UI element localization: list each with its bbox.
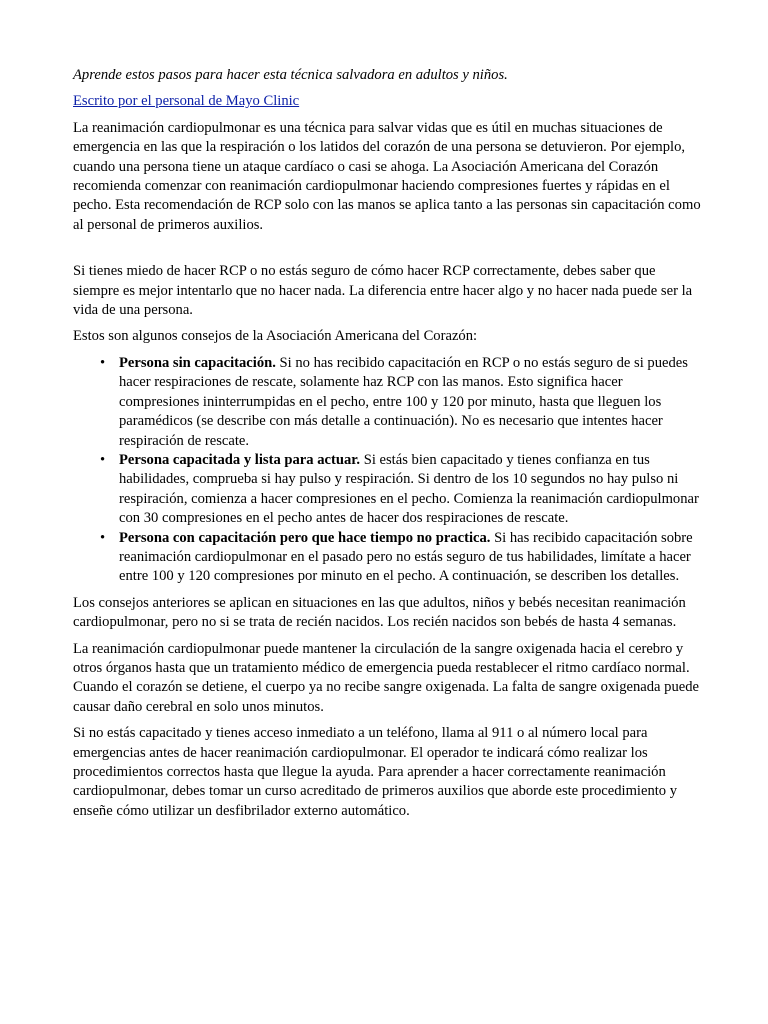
newborn-paragraph: Los consejos anteriores se aplican en situaciones en las que adultos, niños y bebés necesitan reanimación cardiopulmonar, pero no si se trata de recién nacidos. Los recién nacidos son bebés de hasta 4 semanas. [73, 594, 686, 631]
list-item [100, 451, 703, 529]
list-item [100, 354, 703, 451]
intro-paragraph: La reanimación cardiopulmonar es una técnica para salvar vidas que es útil en muchas situaciones de emergencia en las que la respiración o los latidos del corazón de una persona se detuvieron. Por ejemplo, cuando una persona tiene un ataque cardíaco o casi se ahoga. La Asociación Americana del Corazón recomienda comenzar con reanimación cardiopulmonar haciendo compresiones fuertes y rápidas en el pecho. Esta recomendación de RCP solo con las manos se aplica tanto a las personas sin capacitación como al personal de primeros auxilios. [73, 119, 701, 233]
paragraph-spacer [73, 242, 703, 262]
article-subtitle: Aprende estos pasos para hacer esta técnica salvadora en adultos y niños. [73, 67, 508, 83]
document-page [73, 66, 703, 828]
tips-list [73, 354, 703, 587]
tip-title: Persona con capacitación pero que hace tiempo no practica. [119, 529, 491, 546]
bullet-icon: • [100, 451, 106, 468]
fear-paragraph: Si tienes miedo de hacer RCP o no estás seguro de cómo hacer RCP correctamente, debes saber que siempre es mejor intentarlo que no hacer nada. La diferencia entre hacer algo y no hacer nada puede ser la vida de una persona. [73, 263, 693, 319]
author-link[interactable]: Escrito por el personal de Mayo Clinic [73, 93, 300, 110]
tip-title: Persona capacitada y lista para actuar. [119, 451, 361, 468]
list-item [100, 529, 703, 587]
untrained-paragraph: Si no estás capacitado y tienes acceso inmediato a un teléfono, llama al 911 o al número local para emergencias antes de hacer reanimación cardiopulmonar. El operador te indicará cómo realizar los procedimientos correctos hasta que llegue la ayuda. Para aprender a hacer correctamente reanimación cardiopulmonar, debes tomar un curso acreditado de primeros auxilios que aborde este procedimiento y enseñe cómo utilizar un desfibrilador externo automático. [73, 725, 678, 819]
tips-intro-paragraph: Estos son algunos consejos de la Asociación Americana del Corazón: [73, 328, 478, 345]
tip-text: Si estás bien capacitado y tienes confianza en tus habilidades, comprueba si hay pulso y respiración. Si dentro de los 10 segundos no hay pulso ni respiración, comienza a hacer compresiones en el pecho. Comienza la reanimación cardiopulmonar con 30 compresiones en el pecho antes de hacer dos respiraciones de rescate. [119, 451, 699, 527]
circulation-paragraph: La reanimación cardiopulmonar puede mantener la circulación de la sangre oxigenada hacia el cerebro y otros órganos hasta que un tratamiento médico de emergencia pueda restablecer el ritmo cardíaco normal. Cuando el corazón se detiene, el cuerpo ya no recibe sangre oxigenada. La falta de sangre oxigenada puede causar daño cerebral en solo unos minutos. [73, 640, 700, 715]
tip-title: Persona sin capacitación. [119, 354, 276, 371]
tip-text: Si has recibido capacitación sobre reanimación cardiopulmonar en el pasado pero no estás seguro de tus habilidades, limítate a hacer entre 100 y 120 compresiones por minuto en el pecho. A continuación, se describen los detalles. [119, 529, 693, 585]
tip-text: Si no has recibido capacitación en RCP o no estás seguro de si puedes hacer respiraciones de rescate, solamente haz RCP con las manos. Esto significa hacer compresiones ininterrumpidas en el pecho, entre 100 y 120 por minuto, hasta que lleguen los paramédicos (se describe con más detalle a continuación). No es necesario que intentes hacer respiración de rescate. [119, 354, 688, 449]
bullet-icon: • [100, 354, 106, 371]
bullet-icon: • [100, 529, 106, 546]
author-line [73, 92, 703, 111]
